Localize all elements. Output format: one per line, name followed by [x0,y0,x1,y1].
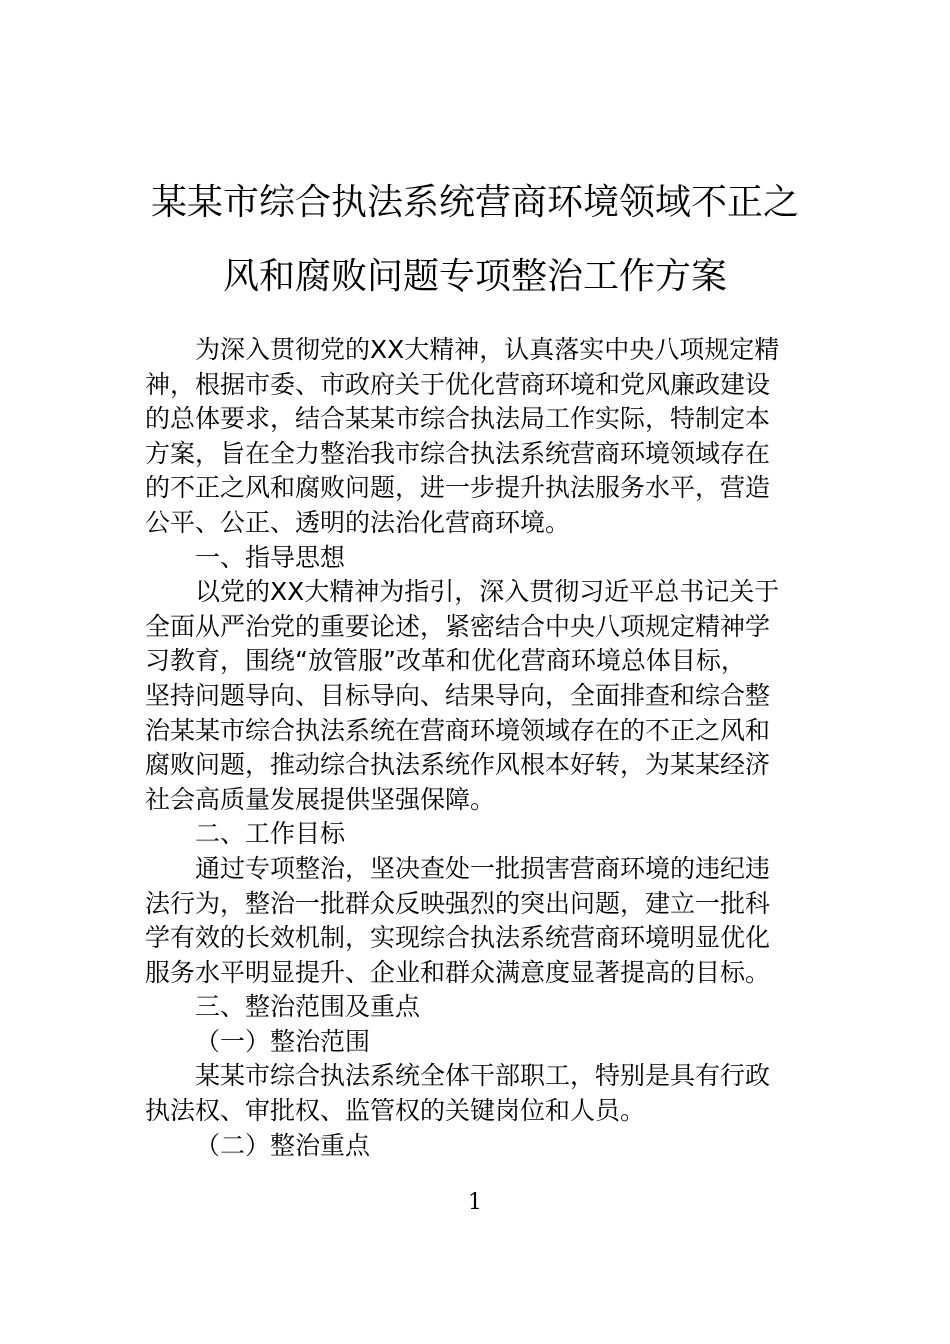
text-line: 治某某市综合执法系统在营商环境领域存在的不正之风和 [145,715,771,745]
text-line: 法行为，整治一批群众反映强烈的突出问题，建立一批科 [145,888,771,918]
text-line: 学有效的长效机制，实现综合执法系统营商环境明显优化 [145,923,771,953]
text-line: 方案，旨在全力整治我市综合执法系统营商环境领域存在 [145,438,771,468]
text-line: 为深入贯彻党的XX大精神，认真落实中央八项规定精 [195,335,780,364]
text-line: 神，根据市委、市政府关于优化营商环境和党风廉政建设 [145,369,771,399]
title-line: 某某市综合执法系统营商环境领域不正之 [150,182,799,223]
subsection-heading: （二）整治重点 [195,1130,371,1160]
text-line: 习教育，围绕“放管服”改革和优化营商环境总体目标， [145,646,746,676]
text-line: 某某市综合执法系统全体干部职工，特别是具有行政 [195,1061,771,1091]
document-body [145,333,805,1163]
text-line: 执法权、审批权、监管权的关键岗位和人员。 [145,1096,646,1126]
section-paragraph [145,1059,805,1128]
page-number: 1 [468,1190,482,1215]
text-line: 的总体要求，结合某某市综合执法局工作实际，特制定本 [145,404,771,434]
text-line: 坚持问题导向、目标导向、结果导向，全面排查和综合整 [145,680,771,710]
text-line: 通过专项整治，坚决查处一批损害营商环境的违纪违 [195,853,771,883]
section-heading: 三、整治范围及重点 [195,992,421,1022]
text-line: 的不正之风和腐败问题，进一步提升执法服务水平，营造 [145,473,771,503]
title-line: 风和腐败问题专项整治工作方案 [222,256,727,297]
text-line: 以党的XX大精神为指引，深入贯彻习近平总书记关于 [195,577,780,607]
intro-paragraph [145,333,805,541]
text-line: 社会高质量发展提供坚强保障。 [145,784,496,814]
section-paragraph [145,575,805,817]
subsection-heading: （一）整治范围 [195,1026,371,1056]
text-line: 服务水平明显提升、企业和群众满意度显著提高的目标。 [145,957,771,987]
section-heading: 一、指导思想 [195,542,346,572]
section-paragraph [145,852,805,990]
text-line: 公平、公正、透明的法治化营商环境。 [145,507,571,537]
section-heading: 二、工作目标 [195,819,346,849]
document-title [145,166,805,314]
text-line: 腐败问题，推动综合执法系统作风根本好转，为某某经济 [145,750,771,780]
text-line: 全面从严治党的重要论述，紧密结合中央八项规定精神学 [145,611,771,641]
